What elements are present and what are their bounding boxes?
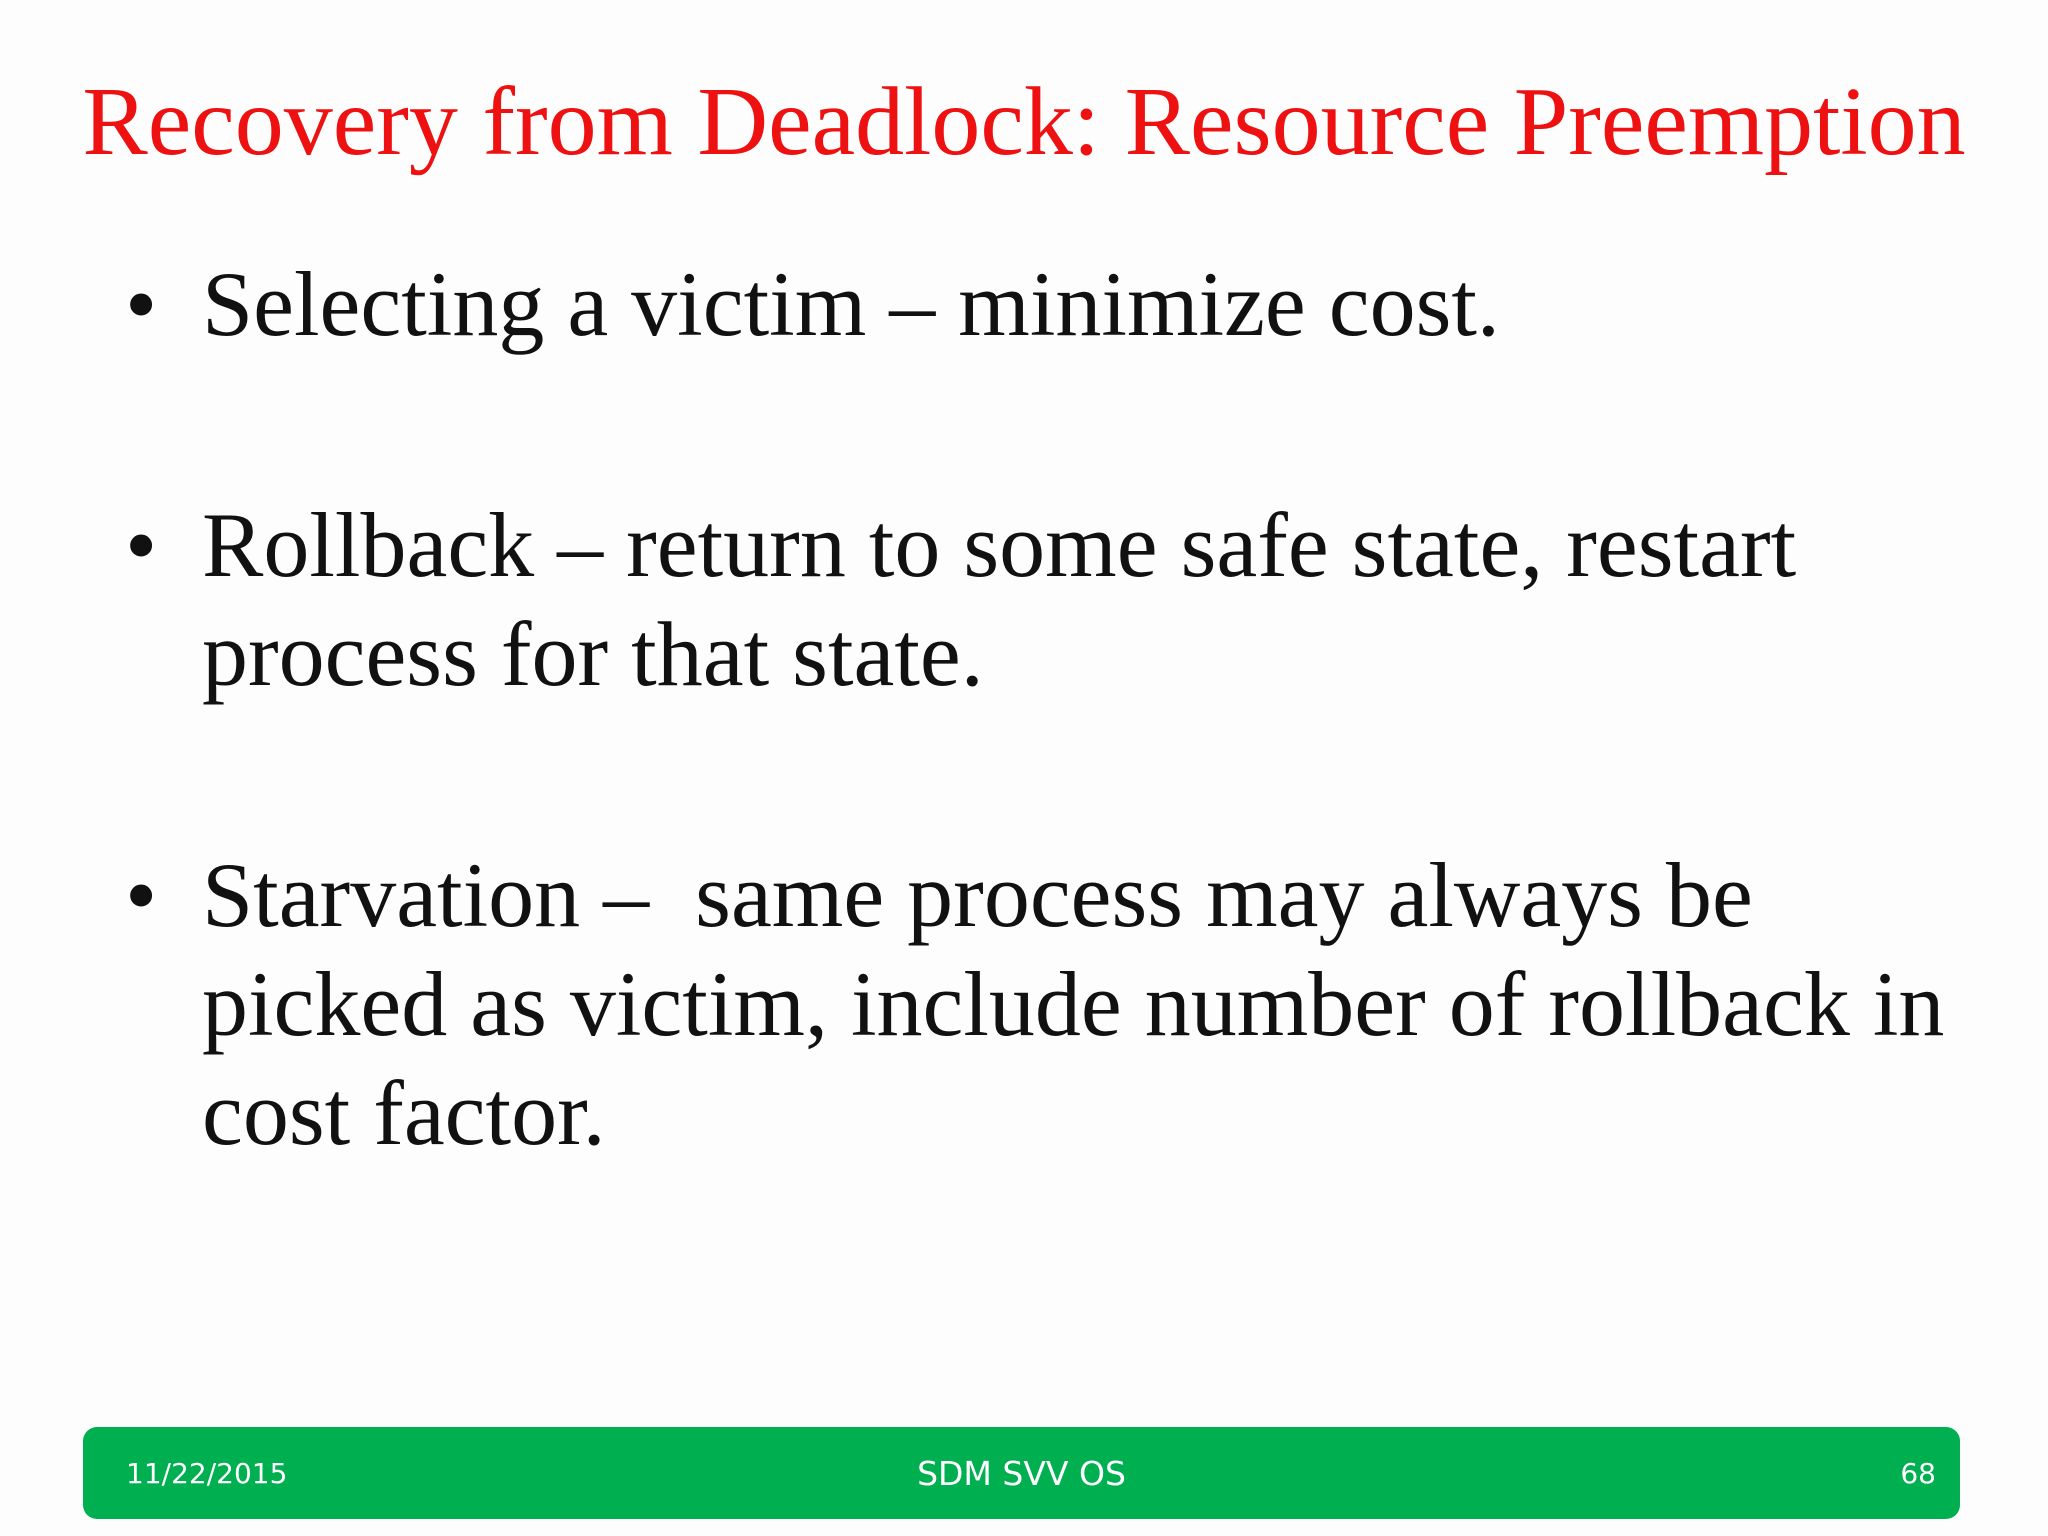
footer-bar bbox=[83, 1427, 1960, 1519]
footer-course-label: SDM SVV OS bbox=[917, 1454, 1126, 1493]
bullet-icon: • bbox=[125, 844, 158, 946]
bullet-list bbox=[125, 250, 1968, 1168]
bullet-text: Selecting a victim – minimize cost. bbox=[202, 253, 1500, 355]
bullet-text: Starvation – same process may always be picked as victim, include number of rollback in cost factor. bbox=[202, 844, 1968, 1164]
bullet-item-starvation bbox=[125, 841, 1968, 1168]
slide-number: 68 bbox=[1900, 1457, 1936, 1490]
bullet-text: Rollback – return to some safe state, restart process for that state. bbox=[202, 494, 1797, 705]
bullet-icon: • bbox=[125, 494, 158, 596]
bullet-icon: • bbox=[125, 253, 158, 355]
slide-title: Recovery from Deadlock: Resource Preemption bbox=[82, 68, 1966, 176]
bullet-item-rollback bbox=[125, 491, 1965, 709]
footer-date: 11/22/2015 bbox=[126, 1457, 288, 1490]
bullet-item-selecting-victim bbox=[125, 250, 1965, 359]
